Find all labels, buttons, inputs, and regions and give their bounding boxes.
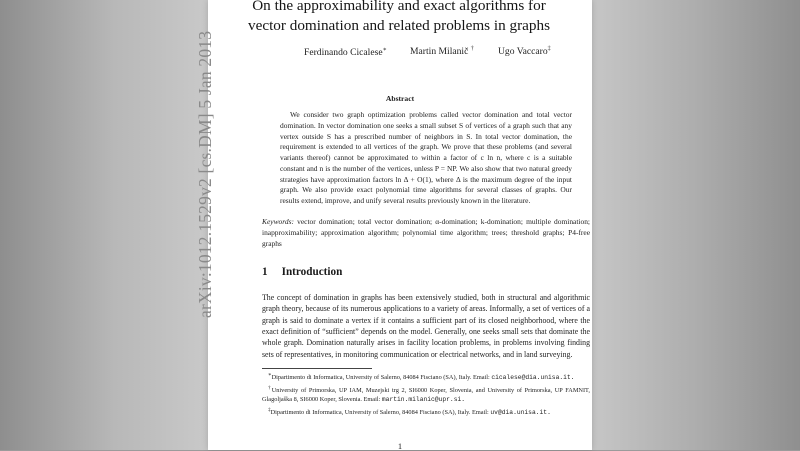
footnote: †University of Primorska, UP IAM, Muzejski trg 2, SI6000 Koper, Slovenia, and University of Primorska, UP FAMNIT, Glagoljaška 8, SI6000 Koper, Slovenia. Email: martin.milanic@upr.si. <box>262 385 591 403</box>
author-name: Ferdinando Cicalese∗ <box>304 47 387 59</box>
footnotes <box>262 371 590 419</box>
footnote-email: martin.milanic@upr.si. <box>381 395 466 403</box>
footnote: ‡Dipartimento di Informatica, University of Salerno, 84084 Fisciano (SA), Italy. Email: uv@dia.unisa.it. <box>268 406 551 417</box>
footnote-email: uv@dia.unisa.it. <box>490 409 551 417</box>
section-number: 1 <box>262 266 268 278</box>
abstract-text: We consider two graph optimization problems called vector domination and total vector domination. In vector domination one seeks a small subset S of vertices of a graph such that any vertex outside S has a prescribed number of neighbors in S. In total vector domination, the requirement is extended to all vertices of the graph. We prove that these problems (and several variants thereof) cannot be approximated to within a factor of c ln n, where c is a suitable constant and n is the number of the vertices, unless P = NP. We also show that two natural greedy strategies have approximation factors ln Δ + O(1), where Δ is the maximum degree of the input graph. We also provide exact polynomial time algorithms for several classes of graphs. Our results extend, improve, and unify several results previously known in the literature. <box>280 110 572 205</box>
footnote-rule <box>262 368 372 369</box>
keywords-label: Keywords: <box>262 217 294 226</box>
author-name: Martin Milanič † <box>410 46 474 58</box>
introduction-paragraph: The concept of domination in graphs has been extensively studied, both in structural and algorithmic graph theory, because of its numerous applications to a variety of areas. Informally, a set of vertices of a graph is said to dominate a vertex if it contains a sufficient part of its closed neighborhood, where the exact definition of “sufficient” depends on the model. Generally, one seeks small sets that dominate the whole graph. Domination naturally arises in facility location problems, in problems involving finding sets of representatives, in monitoring communication or electrical networks, and in land surveying. <box>262 293 590 359</box>
keywords-text: vector domination; total vector domination; α-domination; k-domination; multiple domination; inapproximability; approximation algorithm; polynomial time algorithm; trees; threshold graphs; P4-free graphs <box>262 217 590 248</box>
viewer-background-left <box>0 0 208 450</box>
page-number: 1 <box>397 441 403 451</box>
footnote: ∗Dipartimento di Informatica, University of Salerno, 84084 Fisciano (SA), Italy. Email: cicalese@dia.unisa.it. <box>268 372 575 382</box>
section-heading <box>262 266 342 278</box>
arxiv-identifier-stamp: arXiv:1012.1529v2 [cs.DM] 5 Jan 2013 <box>195 30 215 318</box>
section-title: Introduction <box>281 266 343 278</box>
abstract-heading: Abstract <box>385 94 415 103</box>
footnote-email: cicalese@dia.unisa.it. <box>491 374 575 382</box>
author-name: Ugo Vaccaro‡ <box>498 46 551 58</box>
paper-title: On the approximability and exact algorithms for vector domination and related problems in graphs <box>248 0 550 34</box>
keywords <box>262 217 590 249</box>
viewer-background-right <box>592 0 800 450</box>
